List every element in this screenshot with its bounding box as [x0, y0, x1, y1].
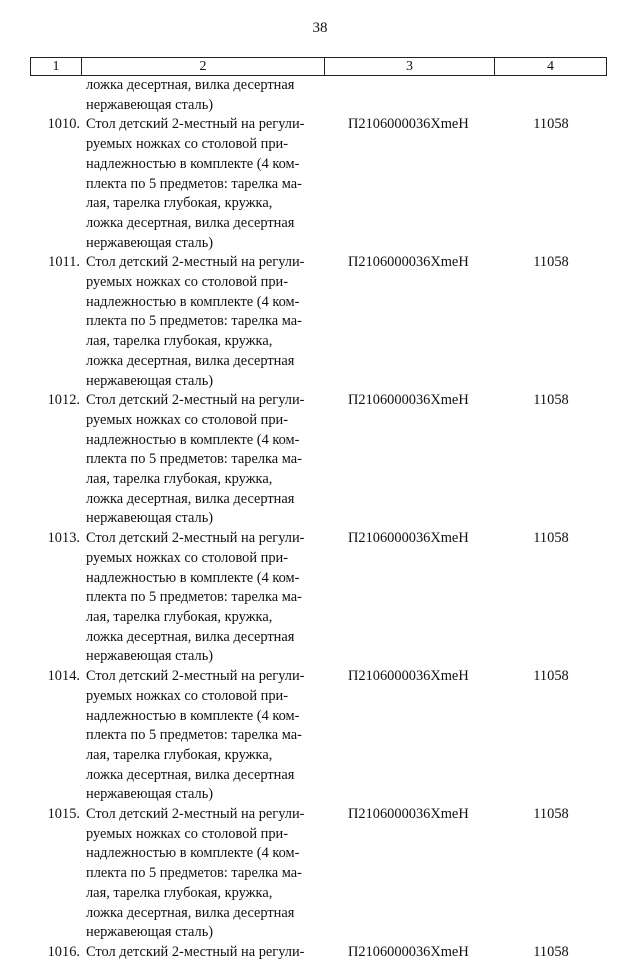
- row-price: 11058: [533, 668, 569, 685]
- row-number: 1012.: [47, 392, 80, 409]
- table-row: [30, 115, 605, 253]
- column-header-table: [30, 57, 607, 76]
- row-code: П2106000036ХmeH: [348, 116, 469, 133]
- header-col-1: 1: [31, 58, 82, 76]
- row-description: Стол детский 2-местный на регули- руемых ножках со столовой при- надлежностью в комплекте (4 ком- плекта по 5 предметов: тарелка ма- лая, тарелка глубокая, кружка, ложка десертная, вилка десертная нержавеющая сталь): [86, 254, 305, 389]
- row-number: 1015.: [47, 806, 80, 823]
- row-description: Стол детский 2-местный на регули- руемых ножках со столовой при- надлежностью в комплекте (4 ком- плекта по 5 предметов: тарелка ма- лая, тарелка глубокая, кружка, ложка десертная, вилка десертная нержавеющая сталь): [86, 116, 305, 251]
- page-number: 38: [312, 20, 328, 36]
- row-description: Стол детский 2-местный на регули- руемых ножках со столовой при- надлежностью в комплекте (4 ком- плекта по 5 предметов: тарелка ма- лая, тарелка глубокая, кружка, ложка десертная, вилка десертная нержавеющая сталь): [86, 668, 305, 803]
- continuation-row: [30, 76, 605, 115]
- row-description: Стол детский 2-местный на регули-: [86, 943, 305, 960]
- row-price: 11058: [533, 530, 569, 547]
- row-code: П2106000036ХmeH: [348, 254, 469, 271]
- row-number: 1010.: [47, 116, 80, 133]
- header-col-3: 3: [325, 58, 495, 76]
- row-description: Стол детский 2-местный на регули- руемых ножках со столовой при- надлежностью в комплекте (4 ком- плекта по 5 предметов: тарелка ма- лая, тарелка глубокая, кружка, ложка десертная, вилка десертная нержавеющая сталь): [86, 530, 305, 665]
- table-row: [30, 667, 605, 805]
- table-row: [30, 391, 605, 529]
- table-row: [30, 805, 605, 943]
- price-list: [30, 76, 605, 963]
- row-description: Стол детский 2-местный на регули- руемых ножках со столовой при- надлежностью в комплекте (4 ком- плекта по 5 предметов: тарелка ма- лая, тарелка глубокая, кружка, ложка десертная, вилка десертная нержавеющая сталь): [86, 806, 305, 941]
- table-row: [30, 253, 605, 391]
- row-code: П2106000036ХmeH: [348, 530, 469, 547]
- row-description: Стол детский 2-местный на регули- руемых ножках со столовой при- надлежностью в комплекте (4 ком- плекта по 5 предметов: тарелка ма- лая, тарелка глубокая, кружка, ложка десертная, вилка десертная нержавеющая сталь): [86, 392, 305, 527]
- row-number: 1016.: [47, 943, 80, 960]
- row-price: 11058: [533, 943, 569, 960]
- header-col-2: 2: [82, 58, 325, 76]
- row-price: 11058: [533, 806, 569, 823]
- row-number: 1014.: [47, 668, 80, 685]
- row-number: 1011.: [48, 254, 80, 271]
- table-row: [30, 943, 605, 963]
- row-code: П2106000036ХmeH: [348, 392, 469, 409]
- continuation-description: ложка десертная, вилка десертная нержавеющая сталь): [86, 77, 295, 113]
- row-code: П2106000036ХmeH: [348, 668, 469, 685]
- row-number: 1013.: [47, 530, 80, 547]
- row-price: 11058: [533, 116, 569, 133]
- row-price: 11058: [533, 392, 569, 409]
- row-price: 11058: [533, 254, 569, 271]
- header-col-4: 4: [495, 58, 607, 76]
- table-row: [30, 529, 605, 667]
- row-code: П2106000036ХmeH: [348, 943, 469, 960]
- row-code: П2106000036ХmeH: [348, 806, 469, 823]
